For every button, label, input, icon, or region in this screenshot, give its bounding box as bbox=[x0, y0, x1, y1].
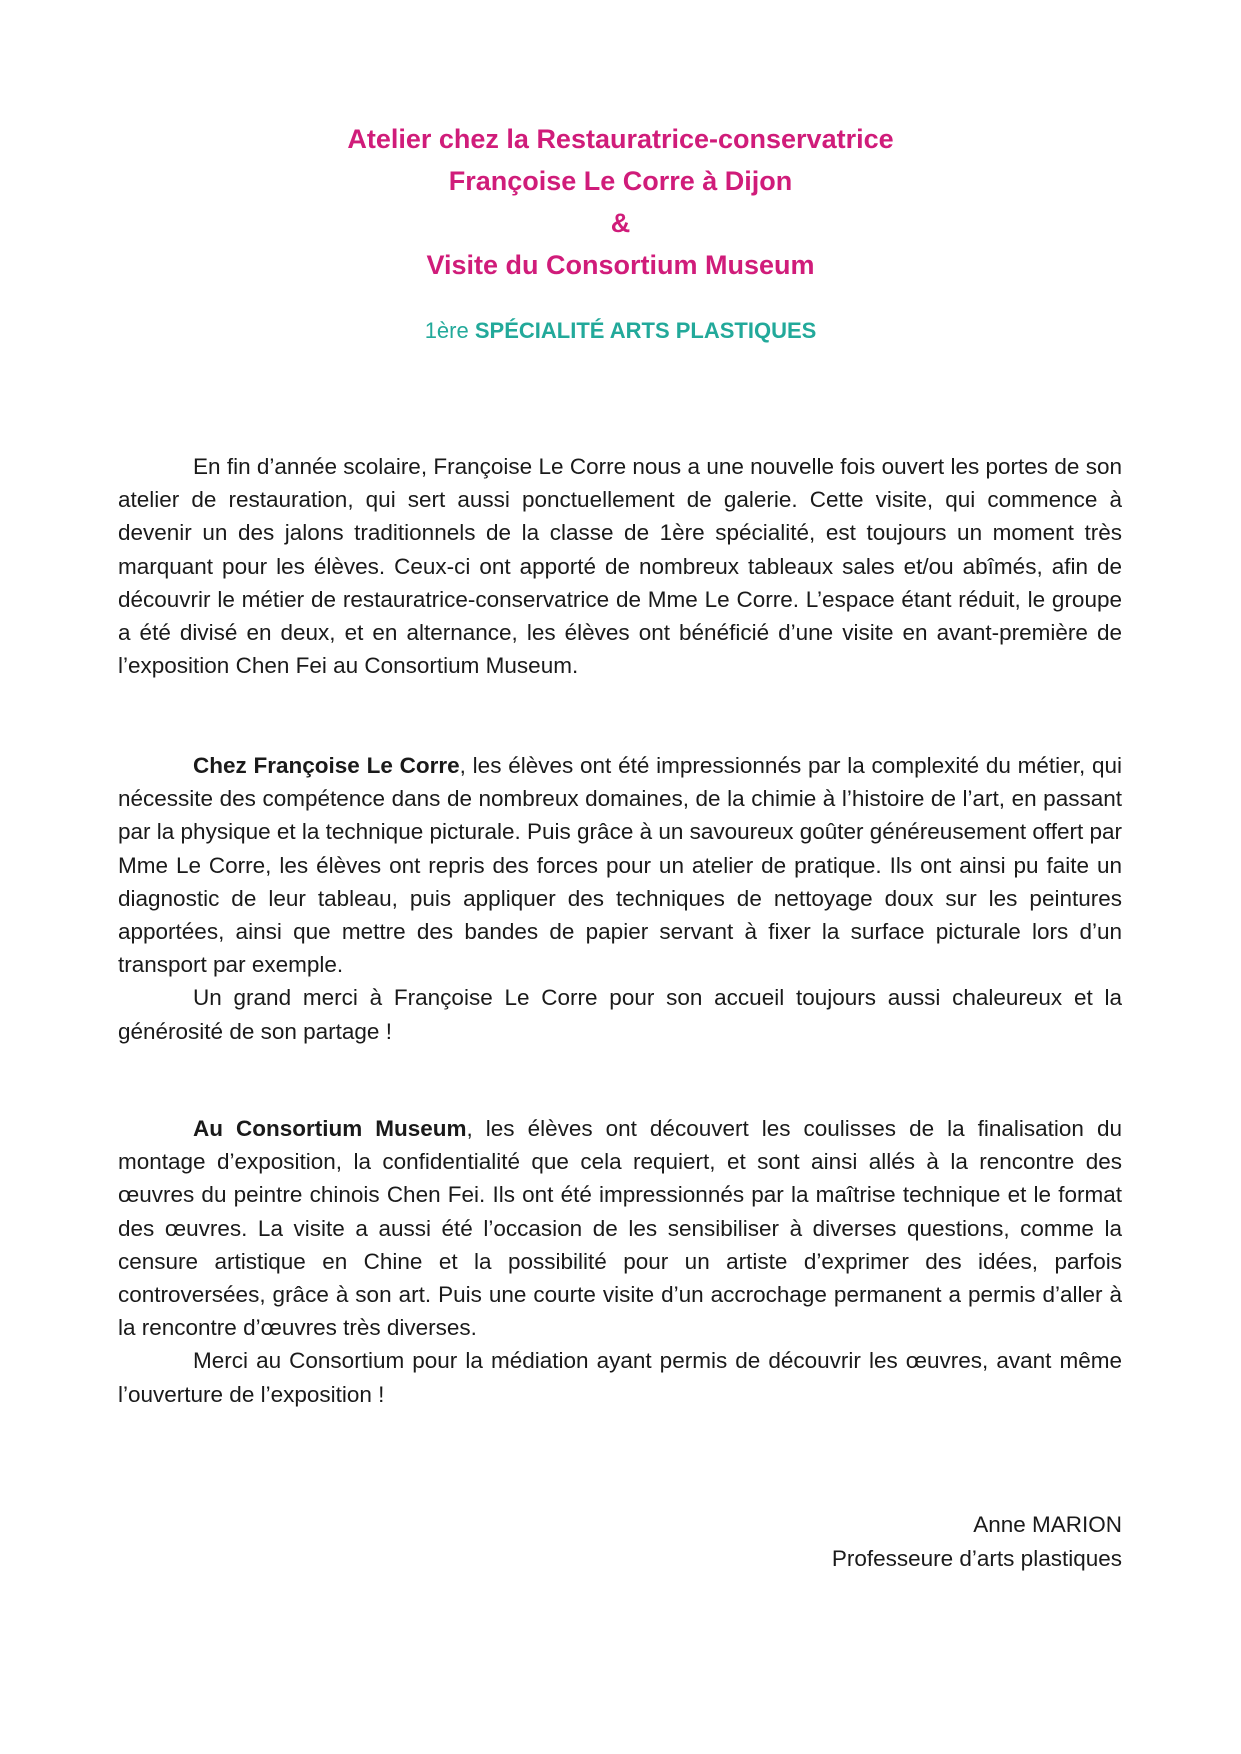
title-line-2: Françoise Le Corre à Dijon bbox=[448, 166, 793, 196]
title-line-3: & bbox=[610, 208, 631, 238]
signature-role: Professeure d’arts plastiques bbox=[831, 1546, 1122, 1571]
document-subtitle bbox=[0, 316, 1241, 346]
signature-block bbox=[832, 1508, 1122, 1576]
title-line-1: Atelier chez la Restauratrice-conservatrice bbox=[347, 124, 894, 154]
paragraph-atelier bbox=[118, 749, 1122, 981]
paragraph-consortium bbox=[118, 1112, 1122, 1344]
subtitle-text: SPÉCIALITÉ ARTS PLASTIQUES bbox=[474, 318, 817, 343]
paragraph-atelier-thanks: Un grand merci à Françoise Le Corre pour son accueil toujours aussi chaleureux et la générosité de son partage ! bbox=[118, 985, 1122, 1044]
paragraph-consortium-body: , les élèves ont découvert les coulisses de la finalisation du montage d’exposition, la confidentialité que cela requiert, et sont ainsi allés à la rencontre des œuvres du peintre chinois Chen Fei. Ils ont été impressionnés par la maîtrise technique et le format des œuvres. La visite a aussi été l’occasion de les sensibiliser à diverses questions, comme la censure artistique en Chine et la possibilité pour un artiste d’exprimer des idées, parfois controversées, grâce à son art. Puis une courte visite d’un accrochage permanent a permis d’aller à la rencontre d’œuvres très diverses. bbox=[118, 1116, 1122, 1341]
paragraph-consortium-thanks: Merci au Consortium pour la médiation ayant permis de découvrir les œuvres, avant même l’ouverture de l’exposition ! bbox=[118, 1348, 1122, 1407]
document-title bbox=[0, 118, 1241, 286]
section-intro bbox=[118, 450, 1122, 682]
paragraph-intro: En fin d’année scolaire, Françoise Le Corre nous a une nouvelle fois ouvert les portes de son atelier de restauration, qui sert aussi ponctuellement de galerie. Cette visite, qui commence à devenir un des jalons traditionnels de la classe de 1ère spécialité, est toujours un moment très marquant pour les élèves. Ceux-ci ont apporté de nombreux tableaux sales et/ou abîmés, afin de découvrir le métier de restauratrice-conservatrice de Mme Le Corre. L’espace étant réduit, le groupe a été divisé en deux, et en alternance, les élèves ont bénéficié d’une visite en avant-première de l’exposition Chen Fei au Consortium Museum. bbox=[118, 454, 1122, 679]
section-atelier bbox=[118, 749, 1122, 1048]
subtitle-ordinal: 1ère bbox=[424, 318, 469, 343]
paragraph-consortium-heading: Au Consortium Museum bbox=[193, 1116, 467, 1141]
section-consortium bbox=[118, 1112, 1122, 1411]
paragraph-atelier-heading: Chez Françoise Le Corre bbox=[193, 753, 460, 778]
title-line-4: Visite du Consortium Museum bbox=[426, 250, 815, 280]
paragraph-atelier-body: , les élèves ont été impressionnés par la complexité du métier, qui nécessite des compétence dans de nombreux domaines, de la chimie à l’histoire de l’art, en passant par la physique et la technique picturale. Puis grâce à un savoureux goûter généreusement offert par Mme Le Corre, les élèves ont repris des forces pour un atelier de pratique. Ils ont ainsi pu faite un diagnostic de leur tableau, puis appliquer des techniques de nettoyage doux sur les peintures apportées, ainsi que mettre des bandes de papier servant à fixer la surface picturale lors d’un transport par exemple. bbox=[118, 753, 1123, 978]
signature-name: Anne MARION bbox=[973, 1512, 1122, 1537]
